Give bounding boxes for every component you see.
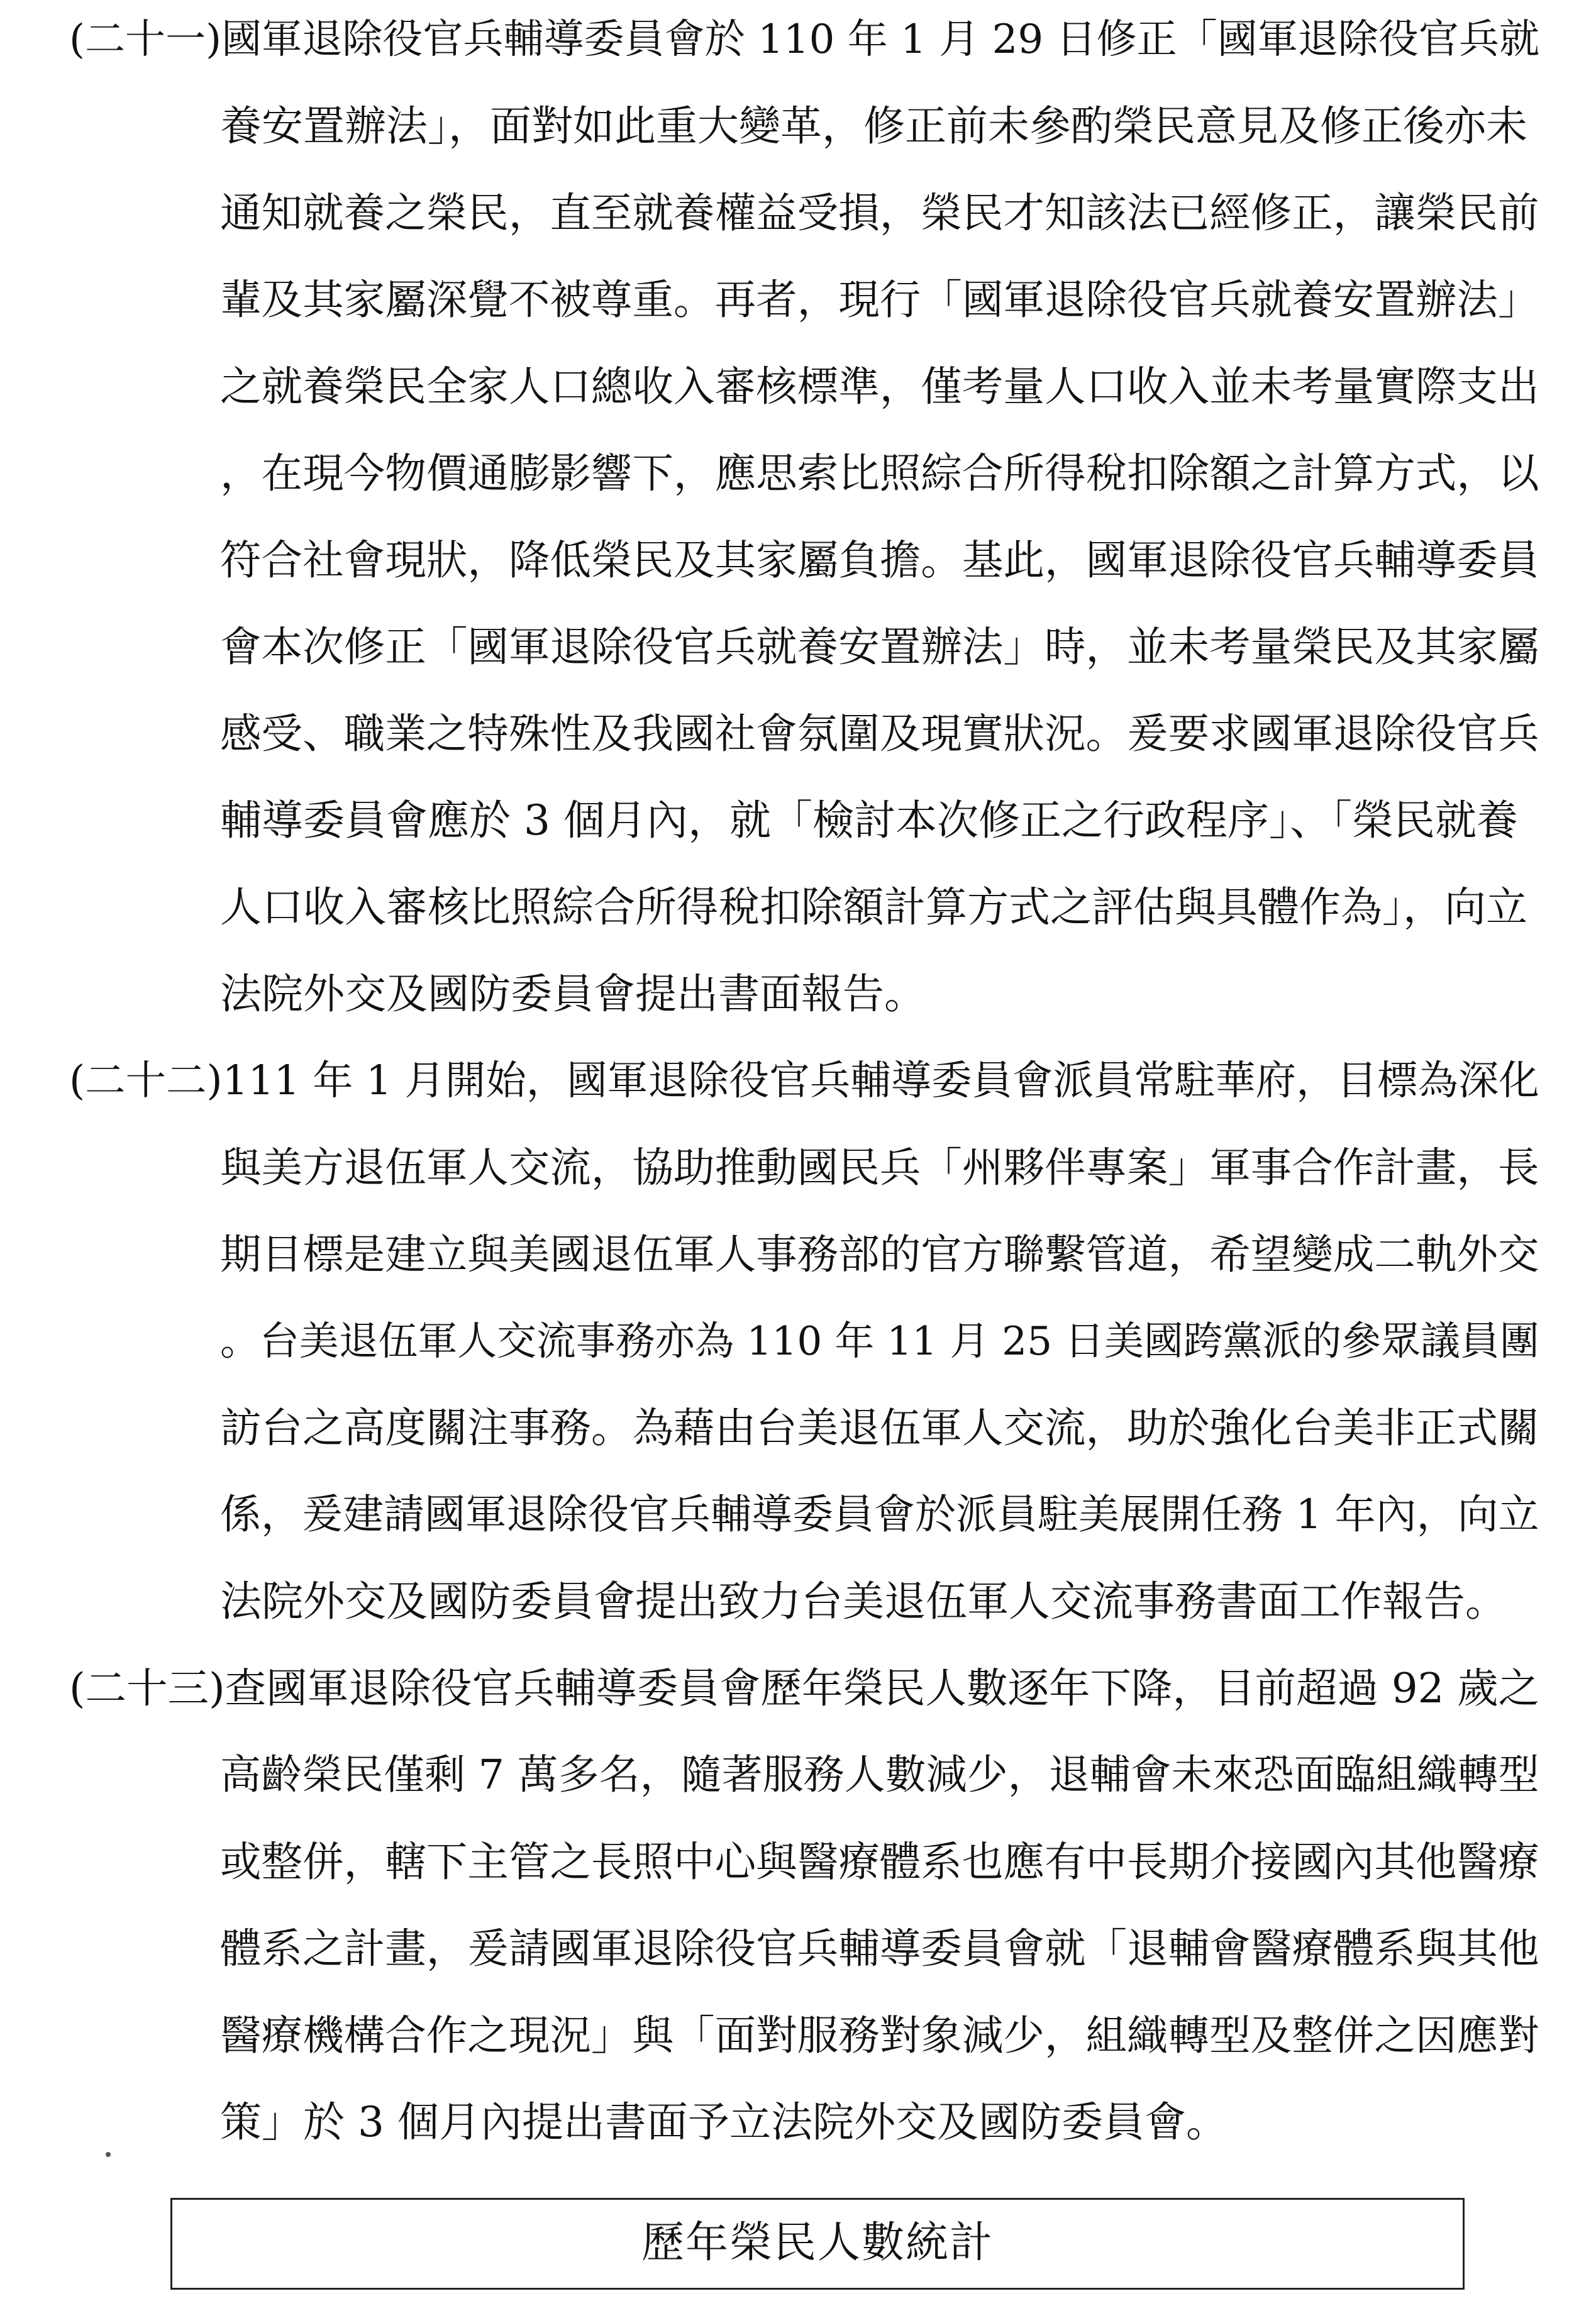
text-line: 。台美退伍軍人交流事務亦為 110 年 11 月 25 日美國跨黨派的參眾議員團	[220, 1318, 1539, 1364]
text-line: 訪台之高度關注事務。為藉由台美退伍軍人交流，助於強化台美非正式關	[220, 1404, 1539, 1452]
item-label: (二十一)	[69, 16, 222, 63]
text-line: 會本次修正「國軍退除役官兵就養安置辦法」時，並未考量榮民及其家屬	[220, 623, 1539, 671]
text-line: 策」於 3 個月內提出書面予立法院外交及國防委員會。	[220, 2098, 1227, 2146]
text-line: 高齡榮民僅剩 7 萬多名，隨著服務人數減少，退輔會未來恐面臨組織轉型	[220, 1751, 1539, 1799]
text-line: 與美方退伍軍人交流，協助推動國民兵「州夥伴專案」軍事合作計畫，長	[220, 1144, 1539, 1192]
text-line: 體系之計畫，爰請國軍退除役官兵輔導委員會就「退輔會醫療體系與其他	[220, 1925, 1539, 1973]
text-line: (二十三)查國軍退除役官兵輔導委員會歷年榮民人數逐年下降，目前超過 92 歲之	[69, 1665, 1540, 1712]
text-line: ，在現今物價通膨影響下，應思索比照綜合所得稅扣除額之計算方式，以	[220, 450, 1539, 497]
text-line: 法院外交及國防委員會提出書面報告。	[220, 970, 926, 1018]
text-line: 通知就養之榮民，直至就養權益受損，榮民才知該法已經修正，讓榮民前	[220, 189, 1539, 237]
text-line: 養安置辦法」，面對如此重大變革，修正前未參酌榮民意見及修正後亦未	[220, 102, 1527, 150]
table-header-box	[170, 2198, 1465, 2290]
text-line: 輔導委員會應於 3 個月內，就「檢討本次修正之行政程序」、「榮民就養	[220, 796, 1518, 845]
text-line: 法院外交及國防委員會提出致力台美退伍軍人交流事務書面工作報告。	[220, 1577, 1507, 1626]
text-line: (二十一)國軍退除役官兵輔導委員會於 110 年 1 月 29 日修正「國軍退除役官兵就	[69, 16, 1540, 63]
text-line: 之就養榮民全家人口總收入審核標準，僅考量人口收入並未考量實際支出	[220, 363, 1539, 411]
text-line: 係，爰建請國軍退除役官兵輔導委員會於派員駐美展開任務 1 年內，向立	[220, 1491, 1539, 1538]
item-label: (二十二)	[69, 1057, 223, 1104]
text-line: 醫療機構合作之現況」與「面對服務對象減少，組織轉型及整併之因應對	[220, 2012, 1539, 2060]
text-line: (二十二)111 年 1 月開始，國軍退除役官兵輔導委員會派員常駐華府，目標為深化	[69, 1057, 1539, 1104]
table-title: 歷年榮民人數統計	[641, 2218, 994, 2268]
text-line: 或整併，轄下主管之長照中心與醫療體系也應有中長期介接國內其他醫療	[220, 1838, 1539, 1886]
text-line: 期目標是建立與美國退伍軍人事務部的官方聯繫管道，希望變成二軌外交	[220, 1231, 1539, 1278]
text-line: 感受、職業之特殊性及我國社會氛圍及現實狀況。爰要求國軍退除役官兵	[220, 710, 1539, 758]
text-line: 符合社會現狀，降低榮民及其家屬負擔。基此，國軍退除役官兵輔導委員	[220, 536, 1539, 584]
text-line: 輩及其家屬深覺不被尊重。再者，現行「國軍退除役官兵就養安置辦法」	[220, 276, 1539, 324]
item-label: (二十三)	[69, 1665, 225, 1712]
text-line: 人口收入審核比照綜合所得稅扣除額計算方式之評估與具體作為」，向立	[220, 883, 1527, 931]
scan-speck	[106, 2152, 111, 2157]
